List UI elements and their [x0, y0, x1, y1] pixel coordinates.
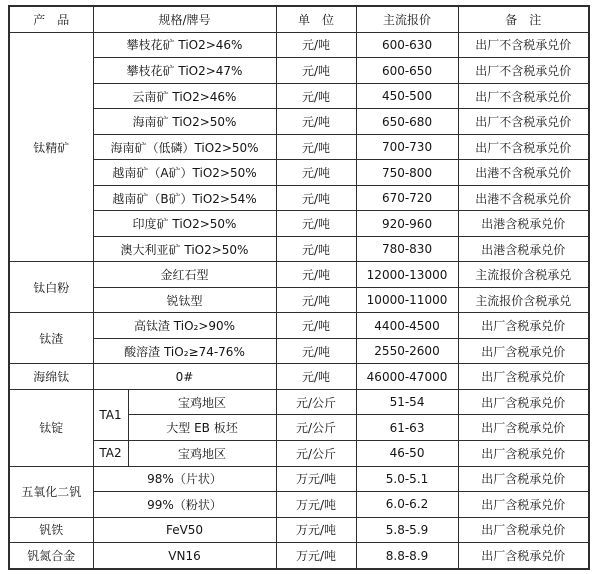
table-row	[9, 58, 589, 84]
product-cell: 钛锭	[9, 389, 93, 466]
price-cell: 600-630	[356, 32, 458, 58]
product-cell: 钒氮合金	[9, 543, 93, 569]
price-cell: 4400-4500	[356, 313, 458, 339]
price-table	[8, 5, 590, 570]
spec-cell: 云南矿 TiO2>46%	[93, 83, 276, 109]
unit-cell: 元/吨	[276, 160, 356, 186]
note-cell: 出厂不含税承兑价	[458, 58, 589, 84]
table-row	[9, 338, 589, 364]
unit-cell: 万元/吨	[276, 543, 356, 569]
table-row	[9, 287, 589, 313]
unit-cell: 万元/吨	[276, 466, 356, 492]
unit-cell: 元/吨	[276, 134, 356, 160]
col-header-price: 主流报价	[356, 6, 458, 32]
spec-cell: 金红石型	[93, 262, 276, 288]
note-cell: 出厂不含税承兑价	[458, 32, 589, 58]
table-row	[9, 83, 589, 109]
note-cell: 出港不含税承兑价	[458, 185, 589, 211]
header-row	[9, 6, 589, 32]
price-cell: 10000-11000	[356, 287, 458, 313]
product-cell: 五氧化二钒	[9, 466, 93, 517]
price-cell: 6.0-6.2	[356, 492, 458, 518]
price-cell: 8.8-8.9	[356, 543, 458, 569]
note-cell: 出厂含税承兑价	[458, 313, 589, 339]
spec-cell: 锐钛型	[93, 287, 276, 313]
spec-cell: VN16	[93, 543, 276, 569]
spec-cell: 攀枝花矿 TiO2>47%	[93, 58, 276, 84]
table-row	[9, 492, 589, 518]
note-cell: 出厂含税承兑价	[458, 415, 589, 441]
price-cell: 670-720	[356, 185, 458, 211]
spec-cell: 越南矿（A矿）TiO2>50%	[93, 160, 276, 186]
table-row	[9, 109, 589, 135]
table-row	[9, 543, 589, 569]
price-cell: 750-800	[356, 160, 458, 186]
price-cell: 700-730	[356, 134, 458, 160]
table-row	[9, 466, 589, 492]
spec-cell: 海南矿 TiO2>50%	[93, 109, 276, 135]
spec-cell: 酸溶渣 TiO₂≥74-76%	[93, 338, 276, 364]
col-header-product: 产 品	[9, 6, 93, 32]
note-cell: 出厂含税承兑价	[458, 440, 589, 466]
spec-cell: 大型 EB 板坯	[128, 415, 276, 441]
table-row	[9, 185, 589, 211]
col-header-note: 备 注	[458, 6, 589, 32]
note-cell: 出厂含税承兑价	[458, 389, 589, 415]
spec-cell: FeV50	[93, 517, 276, 543]
price-cell: 61-63	[356, 415, 458, 441]
table-row	[9, 440, 589, 466]
spec-cell: 越南矿（B矿）TiO2>54%	[93, 185, 276, 211]
col-header-spec: 规格/牌号	[93, 6, 276, 32]
unit-cell: 元/公斤	[276, 440, 356, 466]
spec-cell: 宝鸡地区	[128, 389, 276, 415]
price-cell: 600-650	[356, 58, 458, 84]
price-cell: 2550-2600	[356, 338, 458, 364]
table-row	[9, 32, 589, 58]
table-row	[9, 211, 589, 237]
price-cell: 46000-47000	[356, 364, 458, 390]
price-cell: 5.0-5.1	[356, 466, 458, 492]
spec-cell: 0#	[93, 364, 276, 390]
product-cell: 海绵钛	[9, 364, 93, 390]
unit-cell: 元/吨	[276, 58, 356, 84]
price-cell: 51-54	[356, 389, 458, 415]
note-cell: 出厂不含税承兑价	[458, 83, 589, 109]
unit-cell: 元/公斤	[276, 389, 356, 415]
product-cell: 钒铁	[9, 517, 93, 543]
price-cell: 12000-13000	[356, 262, 458, 288]
grade-cell: TA1	[93, 389, 128, 440]
note-cell: 出港含税承兑价	[458, 236, 589, 262]
unit-cell: 元/吨	[276, 32, 356, 58]
product-cell: 钛白粉	[9, 262, 93, 313]
price-cell: 780-830	[356, 236, 458, 262]
table-row	[9, 236, 589, 262]
table-row	[9, 134, 589, 160]
note-cell: 出厂含税承兑价	[458, 517, 589, 543]
unit-cell: 元/吨	[276, 364, 356, 390]
note-cell: 出厂含税承兑价	[458, 338, 589, 364]
note-cell: 出厂含税承兑价	[458, 364, 589, 390]
note-cell: 出厂不含税承兑价	[458, 134, 589, 160]
grade-cell: TA2	[93, 440, 128, 466]
price-cell: 450-500	[356, 83, 458, 109]
table-row	[9, 364, 589, 390]
table-row	[9, 517, 589, 543]
unit-cell: 元/公斤	[276, 415, 356, 441]
note-cell: 主流报价含税承兑	[458, 287, 589, 313]
unit-cell: 万元/吨	[276, 492, 356, 518]
unit-cell: 元/吨	[276, 211, 356, 237]
note-cell: 出厂含税承兑价	[458, 466, 589, 492]
price-cell: 920-960	[356, 211, 458, 237]
spec-cell: 澳大利亚矿 TiO2>50%	[93, 236, 276, 262]
note-cell: 出厂含税承兑价	[458, 543, 589, 569]
note-cell: 主流报价含税承兑	[458, 262, 589, 288]
spec-cell: 99%（粉状）	[93, 492, 276, 518]
unit-cell: 元/吨	[276, 83, 356, 109]
table-row	[9, 160, 589, 186]
product-cell: 钛精矿	[9, 32, 93, 262]
unit-cell: 元/吨	[276, 338, 356, 364]
note-cell: 出港不含税承兑价	[458, 160, 589, 186]
table-row	[9, 389, 589, 415]
unit-cell: 元/吨	[276, 313, 356, 339]
product-cell: 钛渣	[9, 313, 93, 364]
col-header-unit: 单 位	[276, 6, 356, 32]
spec-cell: 宝鸡地区	[128, 440, 276, 466]
unit-cell: 元/吨	[276, 262, 356, 288]
unit-cell: 万元/吨	[276, 517, 356, 543]
table-row	[9, 313, 589, 339]
table-row	[9, 262, 589, 288]
note-cell: 出港含税承兑价	[458, 211, 589, 237]
unit-cell: 元/吨	[276, 287, 356, 313]
spec-cell: 印度矿 TiO2>50%	[93, 211, 276, 237]
spec-cell: 海南矿（低磷）TiO2>50%	[93, 134, 276, 160]
note-cell: 出厂不含税承兑价	[458, 109, 589, 135]
unit-cell: 元/吨	[276, 236, 356, 262]
price-cell: 46-50	[356, 440, 458, 466]
unit-cell: 元/吨	[276, 109, 356, 135]
spec-cell: 高钛渣 TiO₂>90%	[93, 313, 276, 339]
spec-cell: 攀枝花矿 TiO2>46%	[93, 32, 276, 58]
unit-cell: 元/吨	[276, 185, 356, 211]
note-cell: 出厂含税承兑价	[458, 492, 589, 518]
price-cell: 5.8-5.9	[356, 517, 458, 543]
price-cell: 650-680	[356, 109, 458, 135]
spec-cell: 98%（片状）	[93, 466, 276, 492]
